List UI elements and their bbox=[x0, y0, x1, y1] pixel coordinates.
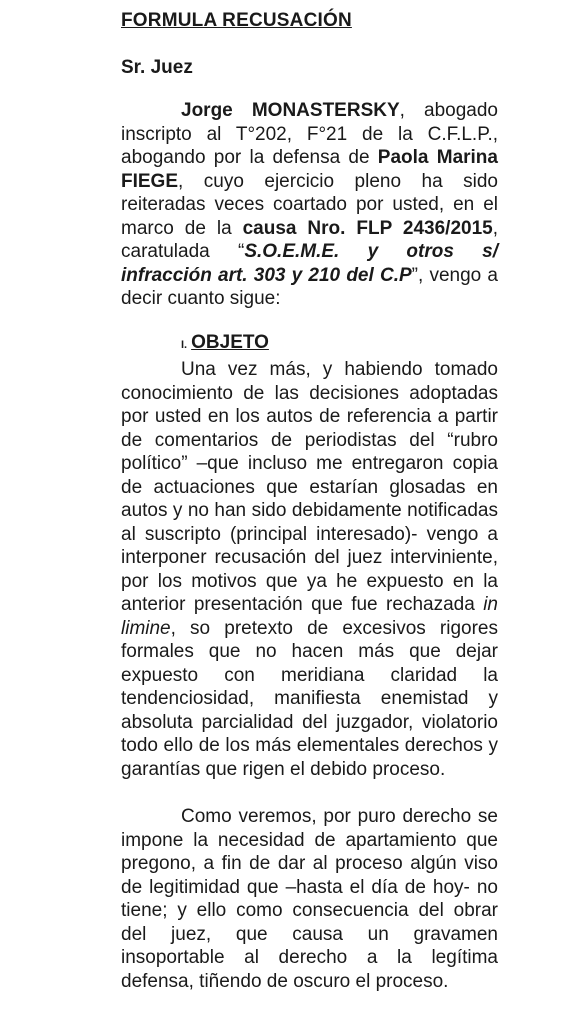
intro-text-3: , caratulada “ bbox=[121, 217, 498, 262]
client-name: Paola Marina FIEGE bbox=[121, 147, 498, 192]
intro-paragraph bbox=[121, 99, 498, 311]
section-number: I. bbox=[181, 339, 188, 351]
intro-text-4: ”, vengo a decir cuanto sigue: bbox=[121, 264, 498, 309]
objeto-text-b: , so pretexto de excesivos rigores formales que no hacen más que dejar expuesto con meridiana claridad la tendenciosidad, manifiesta enemistad y absoluta parcialidad del juzgador, violatorio todo ello de los más elementales derechos y garantías que rigen el debido proceso. bbox=[121, 617, 498, 780]
document-title: FORMULA RECUSACIÓN bbox=[121, 10, 352, 31]
objeto-text-a: Una vez más, y habiendo tomado conocimiento de las decisiones adoptadas por usted en los autos de referencia a partir de comentarios de periodistas del “rubro político” –que incluso me entregaron copia de actuaciones que estarían glosadas en autos y no han sido debidamente notificadas al suscripto (principal interesado)- vengo a interponer recusación del juez interviniente, por los motivos que ya he expuesto en la anterior presentación que fue rechazada bbox=[121, 359, 498, 615]
section-title: OBJETO bbox=[191, 332, 269, 353]
salutation: Sr. Juez bbox=[121, 57, 193, 78]
section-heading-objeto bbox=[181, 332, 269, 354]
intro-text-1: , abogado inscripto al T°202, F°21 de la C.F.L.P., abogando por la defensa de bbox=[121, 100, 498, 168]
intro-text-2: , cuyo ejercicio pleno ha sido reiteradas veces coartado por usted, en el marco de la bbox=[121, 170, 498, 239]
case-title: S.O.E.M.E. y otros s/ infracción art. 303 y 210 del C.P bbox=[121, 241, 498, 286]
author-name: Jorge MONASTERSKY bbox=[181, 100, 400, 121]
case-number: causa Nro. FLP 2436/2015 bbox=[242, 217, 493, 239]
objeto-paragraph-1 bbox=[121, 358, 498, 781]
latin-phrase: in limine bbox=[121, 594, 498, 639]
objeto-paragraph-2: Como veremos, por puro derecho se impone la necesidad de apartamiento que pregono, a fin de dar al proceso algún viso de legitimidad que –hasta el día de hoy- no tiene; y ello como consecuencia del obrar del juez, que causa un gravamen insoportable al derecho a la legítima defensa, tiñendo de oscuro el proceso. bbox=[121, 806, 498, 992]
